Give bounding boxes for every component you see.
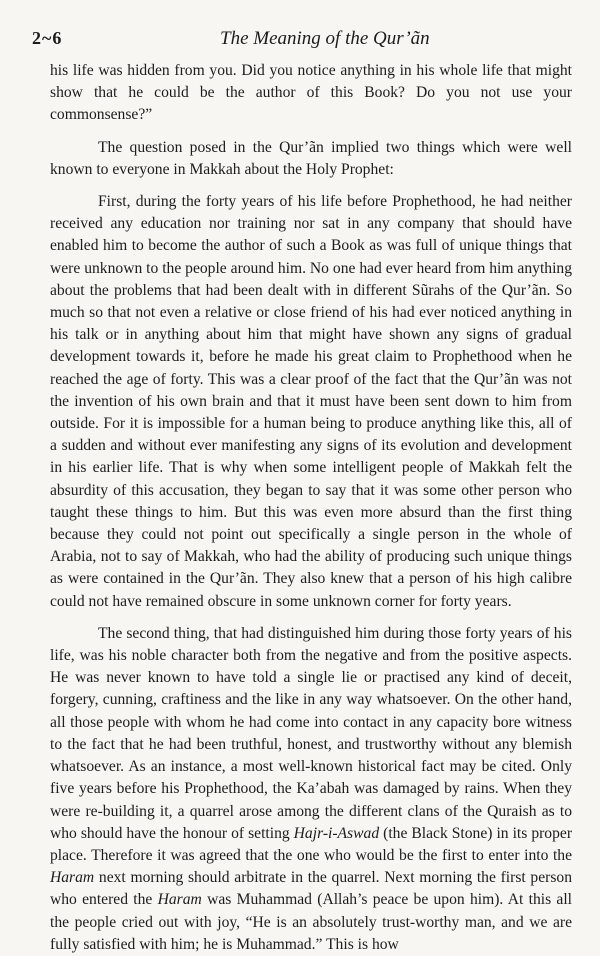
text-run: his life was hidden from you. Did you notice anything in his whole life that might show that he could be the author of this Book? Do you not use your commonsense?” xyxy=(50,62,572,124)
page-number: 2~6 xyxy=(32,28,63,48)
text-run: The question posed in the Qur’ãn implied two things which were well known to everyone in Makkah about the Holy Prophet: xyxy=(50,138,572,178)
italic-term: Haram xyxy=(157,891,202,909)
paragraph xyxy=(50,623,572,956)
text-run: next morning should arbitrate in the quarrel. Next morning the first person who entered the xyxy=(50,869,572,909)
text-run: First, during the forty years of his life before Prophethood, he had neither received any education nor training nor sat in any company that should have enabled him to become the author of such a Book as was full of unique things that were unknown to the people around him. No one had ever heard from him anything about the problems that had been dealt with in different Sũrahs of the Qur’ãn. So much so that not even a relative or close friend of his had ever noticed anything in his talk or in anything about him that might have shown any signs of gradual development towards it, before he made his great claim to Prophethood when he reached the age of forty. This was a clear proof of the fact that the Qur’ãn was not the invention of his own brain and that it must have been sent down to him from outside. For it is impossible for a human being to produce anything like this, all of a sudden and without ever manifesting any signs of its evolution and development in his earlier life. That is why when some intelligent people of Makkah felt the absurdity of this accusation, they began to say that it was some other person who taught these things to him. But this was even more absurd than the first thing because they could not point out specifically a single person in the whole of Arabia, not to say of Makkah, who had the ability of producing such unique things as were contained in the Qur’ãn. They also knew that a person of his high calibre could not have remained obscure in some unknown corner for forty years. xyxy=(50,193,572,610)
paragraph xyxy=(50,60,572,127)
paragraph xyxy=(50,137,572,181)
italic-term: Hajr-i-Aswad xyxy=(293,824,380,842)
text-run: was Muhammad (Allah’s peace be upon him). At this all the people cried out with joy, “He is an absolutely trust-worthy man, and we are fully satisfied with him; he is Muhammad.” This is how xyxy=(50,891,573,953)
text-run: The second thing, that had distinguished him during those forty years of his life, was his noble character both from the negative and from the positive aspects. He was never known to have told a single lie or practised any kind of deceit, forgery, cunning, craftiness and the like in any way whatsoever. On the other hand, all those people with whom he had come into contact in any capacity bore witness to the fact that he had been truthful, honest, and trustworthy without any blemish whatsoever. As an instance, a most well-known historical fact may be cited. Only five years before his Prophethood, the Ka’abah was damaged by rains. When they were re-building it, a quarrel arose among the different clans of the Quraish as to who should have the honour of setting xyxy=(50,624,572,842)
italic-term: Haram xyxy=(50,869,95,887)
running-title: The Meaning of the Qur’ãn xyxy=(220,28,430,49)
paragraph xyxy=(50,191,572,613)
text-run: (the Black Stone) in its proper place. Therefore it was agreed that the one who would be the first to enter into the xyxy=(50,824,573,864)
body-text xyxy=(50,60,572,956)
page-header xyxy=(32,28,572,58)
